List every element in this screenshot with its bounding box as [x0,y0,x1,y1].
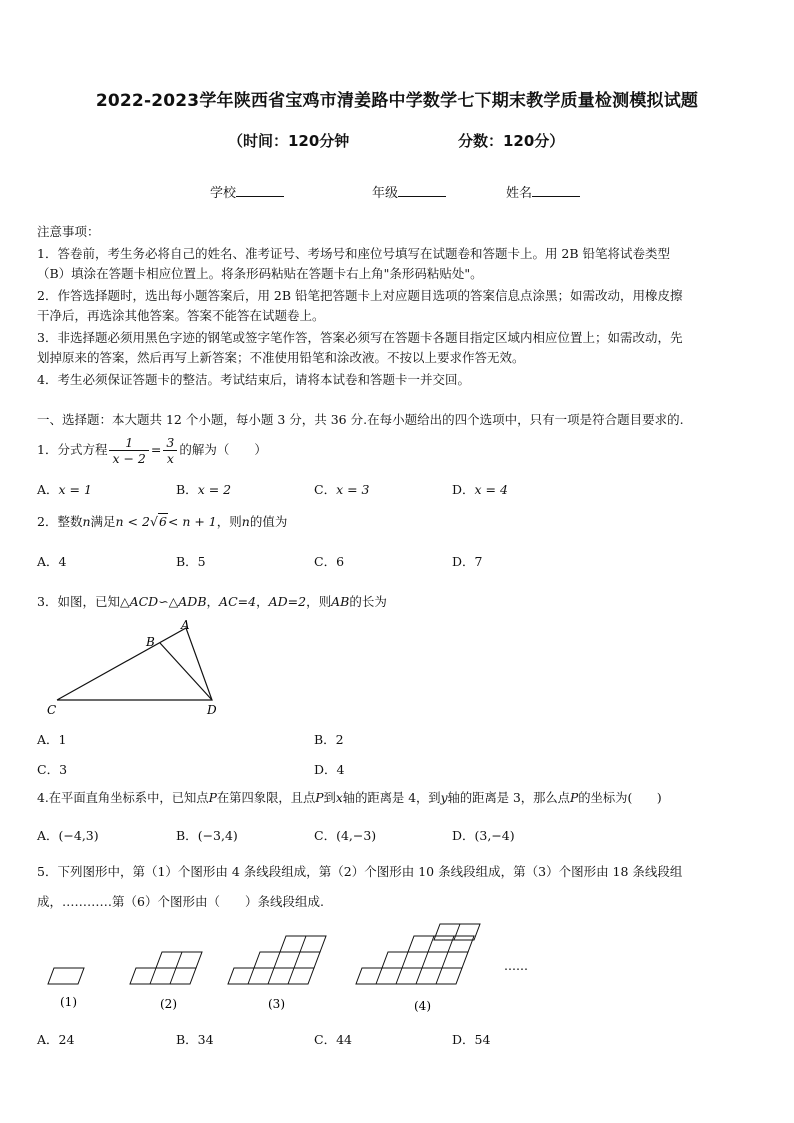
q2-option-d: D．7 [452,554,483,569]
q4-text-4: 轴的距离是 4，到 [342,791,441,805]
q5-figure-1 [48,968,84,984]
q4-option-c-letter: C． [314,828,337,843]
q3-label-a: A [181,618,190,632]
q1-option-c [314,480,370,498]
question-1 [37,434,267,466]
q4-option-b-letter: B． [176,828,198,843]
notes-heading: 注意事项： [37,224,100,239]
q1-option-b-value: x = 2 [197,482,232,497]
q4-option-a-value: (−4,3) [58,828,99,843]
q3-ab: AB [331,594,350,609]
name-label: 姓名 [506,186,533,201]
q1-option-d [452,480,508,498]
q1-option-d-letter: D． [452,482,475,497]
q2-option-c: C．6 [314,554,345,569]
q5-fig-label-2: (2) [160,997,177,1011]
q3-label-b: B [146,635,155,649]
q2-ineq-left: n < 2 [115,514,150,529]
q4-p2: P [315,791,324,805]
q4-p1: P [208,791,217,805]
q4-option-d-letter: D． [452,828,475,843]
note-line-2: （B）填涂在答题卡相应位置上。将条形码粘贴在答题卡右上角"条形码粘贴处"。 [37,266,483,281]
q1-suffix: 的解为（ ） [179,442,267,457]
q3-similar-triangles: △ACD∽△ADB [119,594,207,609]
school-field [210,182,284,201]
q3-option-d: D．4 [314,762,345,777]
q2-prefix: 2．整数 [37,514,83,529]
q1-frac2-den: x [166,451,174,466]
q1-prefix: 1．分式方程 [37,442,108,457]
q3-ac: AC=4 [219,594,257,609]
q3-segment-bd [160,643,212,700]
score-label: 分数：120分） [458,132,565,150]
note-line-3: 2．作答选择题时，选出每小题答案后，用 2B 铅笔把答题卡上对应题目选项的答案信息点涂黑；如需改动，用橡皮擦 [37,288,683,303]
school-blank [236,184,284,197]
note-line-4: 干净后，再选涂其他答案。答案不能答在试题卷上。 [37,308,325,323]
q3-label-d: D [207,703,217,717]
q3-option-a: A．1 [37,732,67,747]
note-line-6: 划掉原来的答案，然后再写上新答案；不准使用铅笔和涂改液。不按以上要求作答无效。 [37,350,525,365]
q4-option-a [37,826,99,844]
q5-fig-label-1: (1) [60,995,77,1009]
q3-triangle-edges [57,628,212,700]
q1-option-a-letter: A． [37,482,59,497]
q2-ineq-right: < n + 1 [167,514,217,529]
q4-text-3: 到 [323,791,336,805]
q2-suffix: 的值为 [249,514,288,529]
grade-label: 年级 [372,186,399,201]
q3-text-c: ， [256,594,269,609]
q4-x: x [335,791,343,805]
q3-text-a: 3．如图，已知 [37,594,120,609]
school-label: 学校 [210,186,237,201]
q1-equals: = [150,442,162,457]
q5-figure-4 [356,924,480,984]
note-line-1: 1．答卷前，考生务必将自己的姓名、准考证号、考场号和座位号填写在试题卷和答题卡上。用 2B 铅笔将试卷类型 [37,246,671,261]
q4-text-1: 4.在平面直角坐标系中，已知点 [37,791,209,805]
q2-mid1: 满足 [90,514,116,529]
q1-option-b [176,480,231,498]
q1-option-a [37,480,92,498]
name-blank [532,184,580,197]
q2-var-n1: n [82,514,91,529]
grade-blank [398,184,446,197]
q5-option-d: D．54 [452,1032,491,1047]
question-4 [37,788,662,808]
question-2: 2．整数n满足n < 2√6< n + 1，则n的值为 [37,514,288,529]
q1-frac1-den: x − 2 [112,451,146,466]
q3-option-c: C．3 [37,762,68,777]
note-line-7: 4．考生必须保证答题卡的整洁。考试结束后，请将本试卷和答题卡一并交回。 [37,372,470,387]
q2-sqrt: 6 [158,514,167,529]
q2-var-n2: n [241,514,250,529]
q4-text-5: 轴的距离是 3，那么点 [447,791,570,805]
q2-option-b: B．5 [176,554,206,569]
q2-mid2: ，则 [216,514,242,529]
q4-y: y [440,791,448,805]
q1-option-c-letter: C． [314,482,337,497]
q4-option-b [176,826,238,844]
q1-option-d-value: x = 4 [474,482,508,497]
q4-option-d-value: (3,−4) [474,828,515,843]
q3-text-e: 的长为 [349,594,387,609]
q4-p3: P [569,791,579,805]
q5-option-a: A．24 [37,1032,75,1047]
q4-option-c-value: (4,−3) [336,828,377,843]
q3-text-d: ，则 [306,594,332,609]
q3-text-b: ， [206,594,220,609]
q4-text-2: 在第四象限，且点 [216,791,316,805]
q3-label-c: C [47,703,57,717]
q5-figure-2 [130,952,202,984]
q5-ellipsis: …… [504,959,528,973]
note-line-5: 3．非选择题必须用黑色字迹的钢笔或签字笔作答，答案必须写在答题卡各题目指定区域内相应位置上；如需改动，先 [37,330,683,345]
q2-option-a: A．4 [37,554,67,569]
q5-line-2: 成，…………第（6）个图形由（ ）条线段组成. [37,894,324,909]
q1-frac2-num: 3 [163,435,177,451]
q3-ad: AD=2 [268,594,307,609]
section-heading: 一、选择题：本大题共 12 个小题，每小题 3 分，共 36 分.在每小题给出的四个选项中，只有一项是符合题目要求的. [37,412,684,427]
q5-option-b: B．34 [176,1032,214,1047]
q5-option-c: C．44 [314,1032,352,1047]
time-label: （时间：120分钟 [228,132,350,150]
q1-fraction-right [163,435,177,466]
question-3 [37,592,387,612]
q1-option-c-value: x = 3 [336,482,370,497]
q1-option-a-value: x = 1 [58,482,92,497]
q5-fig-label-4: (4) [414,999,431,1013]
q5-fig-label-3: (3) [268,997,285,1011]
q1-fraction-left [109,435,148,466]
q3-option-b: B．2 [314,732,344,747]
exam-title: 2022-2023学年陕西省宝鸡市清姜路中学数学七下期末教学质量检测模拟试题 [95,91,699,111]
q4-option-b-value: (−3,4) [197,828,238,843]
q4-text-6: 的坐标为( ) [578,791,662,805]
q5-pattern-figures [30,920,550,1020]
q4-option-c [314,826,376,844]
grade-field [372,182,446,201]
q4-option-a-letter: A． [37,828,59,843]
q4-option-d [452,826,515,844]
q1-option-b-letter: B． [176,482,198,497]
q1-frac1-num: 1 [109,435,148,451]
name-field [506,182,580,201]
q5-line-1: 5．下列图形中，第（1）个图形由 4 条线段组成，第（2）个图形由 10 条线段组成，第（3）个图形由 18 条线段组 [37,864,683,879]
q3-triangle-figure [40,614,240,720]
q5-figure-3 [228,936,326,984]
